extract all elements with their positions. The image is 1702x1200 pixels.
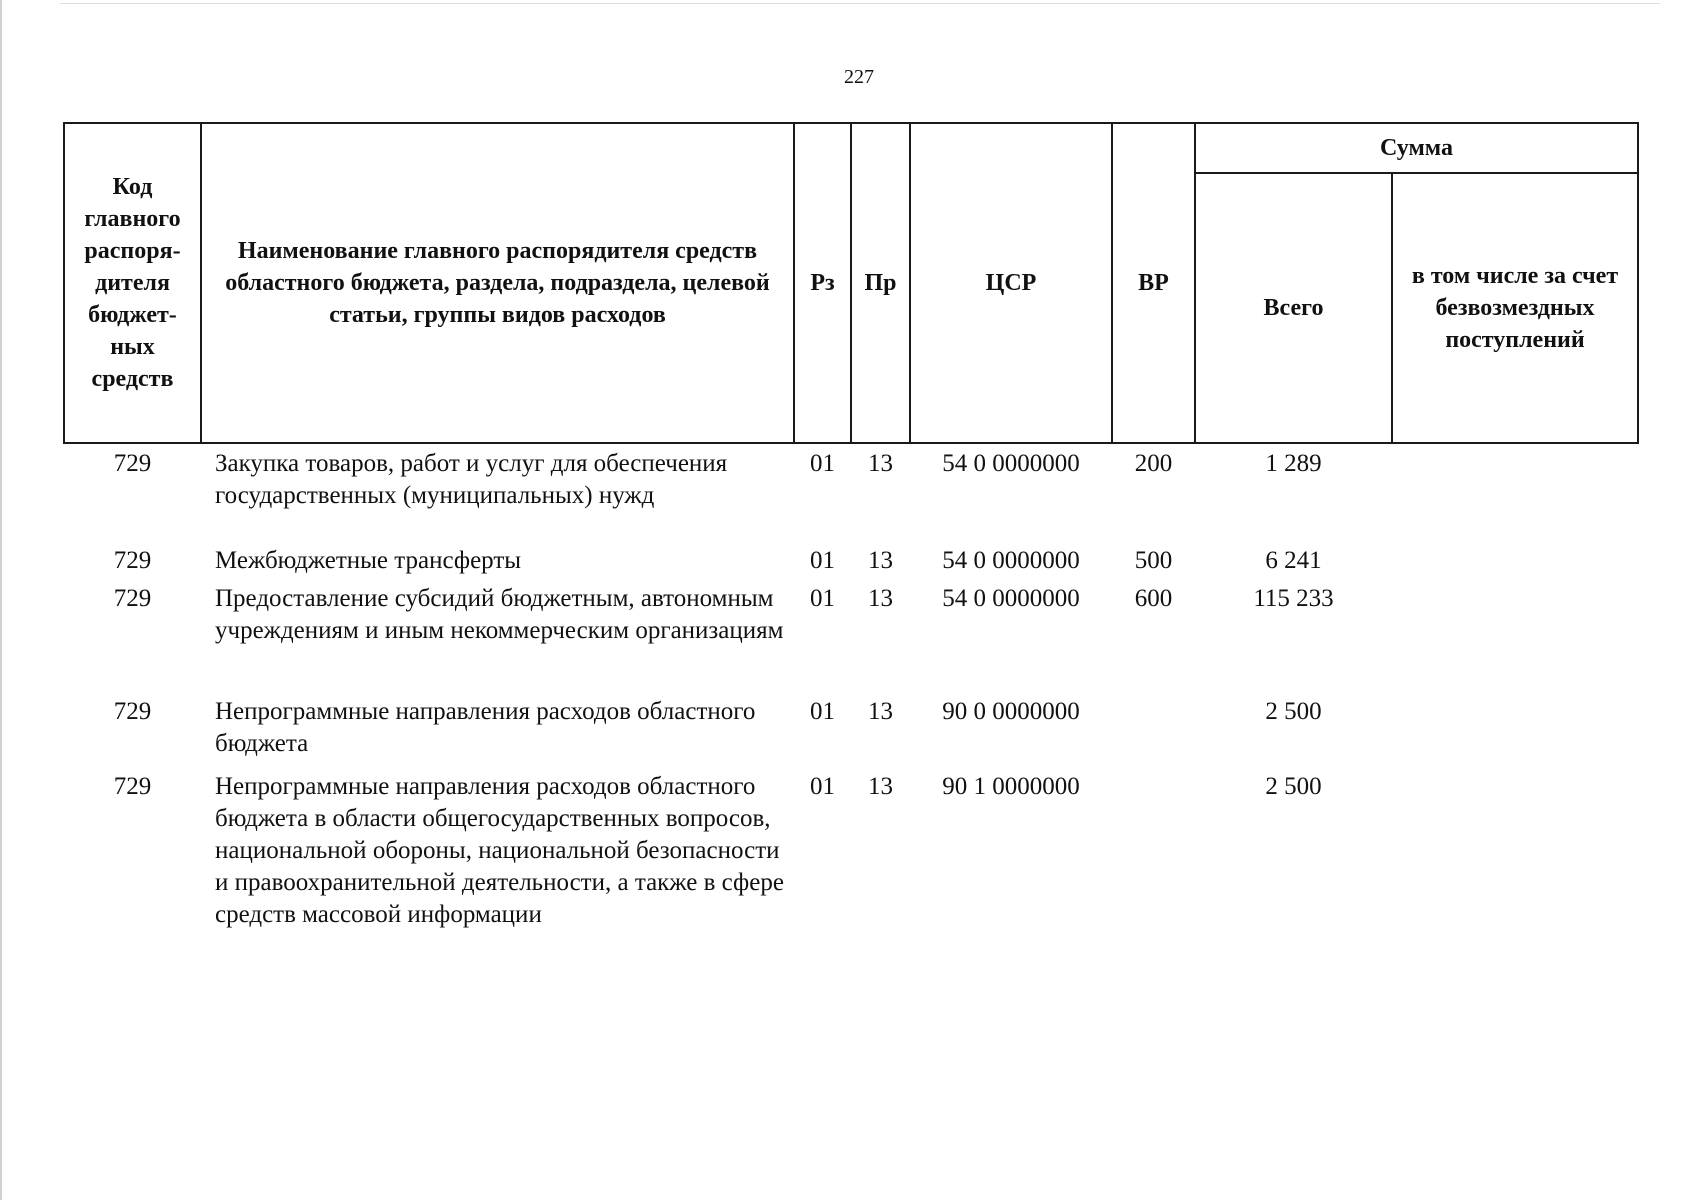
cell-code: 729 xyxy=(113,773,152,800)
cell-vr: 200 xyxy=(1134,450,1173,477)
page-number: 227 xyxy=(844,66,874,88)
cell-total: 6 241 xyxy=(1265,547,1322,574)
cell-name: Непрограммные направления расходов областного бюджета в области общегосударственных вопросов, национальной обороны, национальной безопасности и правоохранительной деятельности, а также в сфере средств массовой информации xyxy=(215,773,784,928)
cell-total: 115 233 xyxy=(1253,585,1334,612)
table-row xyxy=(64,771,1638,1011)
table-row xyxy=(64,696,1638,771)
cell-free xyxy=(1392,771,1638,1011)
cell-name: Межбюджетные трансферты xyxy=(215,547,522,574)
cell-free xyxy=(1392,583,1638,696)
cell-csr: 54 0 0000000 xyxy=(942,585,1080,612)
cell-pr: 13 xyxy=(868,450,893,477)
cell-total: 2 500 xyxy=(1265,698,1322,725)
cell-csr: 90 1 0000000 xyxy=(942,773,1080,800)
cell-pr: 13 xyxy=(868,773,893,800)
cell-name: Закупка товаров, работ и услуг для обеспечения государственных (муниципальных) нужд xyxy=(215,450,728,509)
cell-rz: 01 xyxy=(810,585,835,612)
cell-free xyxy=(1392,545,1638,583)
cell-vr: 600 xyxy=(1134,585,1173,612)
header-sum: Сумма xyxy=(1195,123,1638,173)
header-rz: Рз xyxy=(794,123,851,443)
table-row xyxy=(64,443,1638,545)
cell-total: 2 500 xyxy=(1265,773,1322,800)
cell-free xyxy=(1392,696,1638,771)
cell-pr: 13 xyxy=(868,547,893,574)
cell-rz: 01 xyxy=(810,698,835,725)
cell-csr: 54 0 0000000 xyxy=(942,450,1080,477)
cell-free xyxy=(1392,443,1638,545)
cell-code: 729 xyxy=(113,547,152,574)
cell-name: Предоставление субсидий бюджетным, автономным учреждениям и иным некоммерческим организациям xyxy=(215,585,784,644)
cell-rz: 01 xyxy=(810,547,835,574)
cell-code: 729 xyxy=(113,698,152,725)
header-total: Всего xyxy=(1195,173,1392,443)
header-csr: ЦСР xyxy=(910,123,1112,443)
cell-total: 1 289 xyxy=(1265,450,1322,477)
table-header xyxy=(64,123,1638,443)
budget-table xyxy=(63,122,1639,1011)
header-code: Код главного распоря-дителя бюджет-ных средств xyxy=(64,123,201,443)
header-vr: ВР xyxy=(1112,123,1195,443)
header-name: Наименование главного распорядителя средств областного бюджета, раздела, подраздела, целевой статьи, группы видов расходов xyxy=(201,123,794,443)
cell-vr xyxy=(1112,771,1195,1011)
cell-vr: 500 xyxy=(1134,547,1173,574)
header-free: в том числе за счет безвозмездных поступлений xyxy=(1392,173,1638,443)
scan-edge-top xyxy=(60,3,1660,4)
table-body xyxy=(64,443,1638,1011)
cell-rz: 01 xyxy=(810,450,835,477)
cell-vr xyxy=(1112,696,1195,771)
cell-csr: 90 0 0000000 xyxy=(942,698,1080,725)
cell-code: 729 xyxy=(113,585,152,612)
scan-edge-left xyxy=(0,0,2,1200)
table-row xyxy=(64,545,1638,583)
header-pr: Пр xyxy=(851,123,910,443)
cell-code: 729 xyxy=(113,450,152,477)
cell-pr: 13 xyxy=(868,585,893,612)
cell-pr: 13 xyxy=(868,698,893,725)
cell-rz: 01 xyxy=(810,773,835,800)
cell-name: Непрограммные направления расходов областного бюджета xyxy=(215,698,756,757)
cell-csr: 54 0 0000000 xyxy=(942,547,1080,574)
table-row xyxy=(64,583,1638,696)
